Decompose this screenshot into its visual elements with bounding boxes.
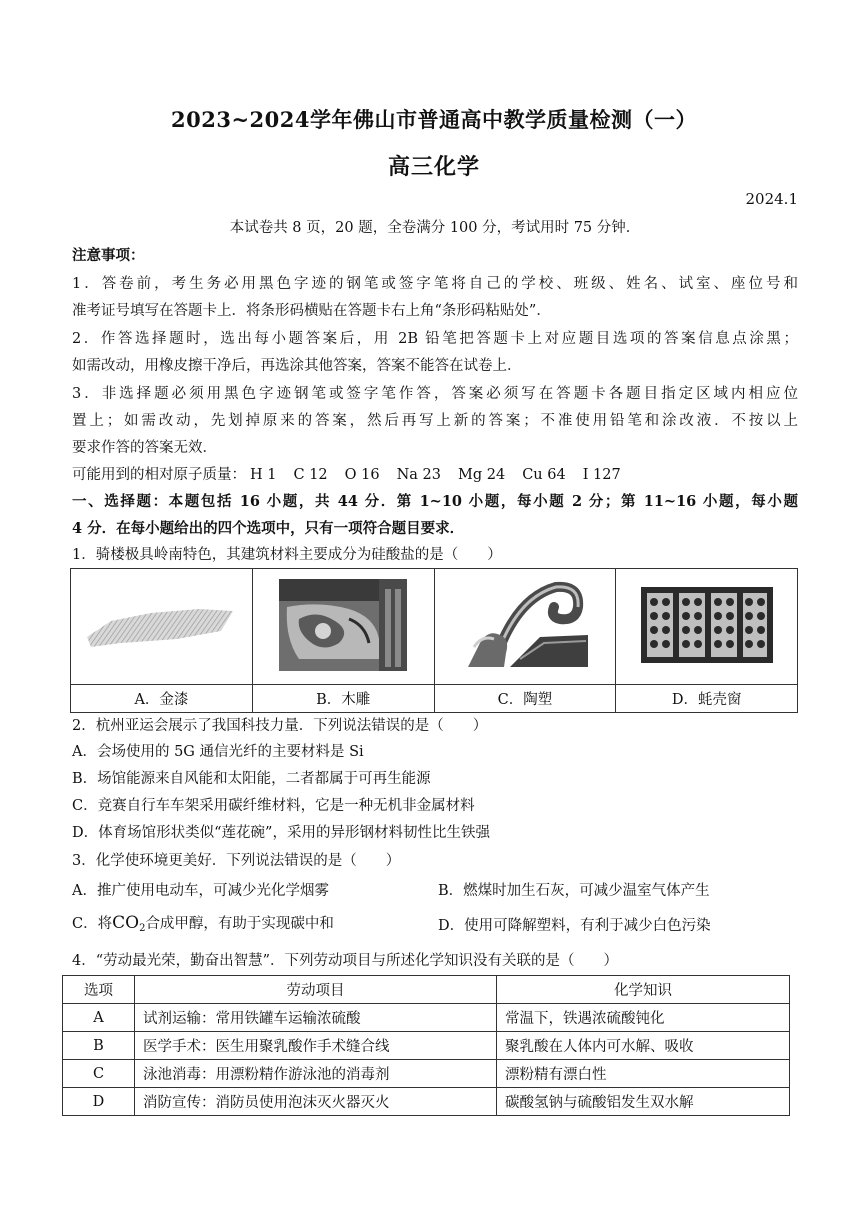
q1-image-c-cell <box>434 569 616 685</box>
notice-item-1-line-2: 准考证号填写在答题卡上．将条形码横贴在答题卡右上角“条形码粘贴处”． <box>72 303 551 319</box>
q4-header-option: 选项 <box>63 976 135 1004</box>
q1-option-b: B．木雕 <box>252 685 434 713</box>
ceramic-sculpture-image <box>460 577 590 673</box>
q1-option-c: C．陶塑 <box>434 685 616 713</box>
q3-stem: 3．化学使环境更美好．下列说法错误的是（ ） <box>72 853 401 869</box>
q2-stem: 2．杭州亚运会展示了我国科技力量．下列说法错误的是（ ） <box>72 718 488 734</box>
notice-item-3-line-2: 置上；如需改动，先划掉原来的答案，然后再写上新的答案；不准使用铅笔和涂改液．不按以上 <box>72 413 798 429</box>
mass-i: I 127 <box>582 467 621 483</box>
q1-image-b-cell <box>252 569 434 685</box>
exam-intro: 本试卷共 8 页，20 题，全卷满分 100 分，考试用时 75 分钟． <box>229 220 641 236</box>
q1-option-d: D．蚝壳窗 <box>616 685 798 713</box>
mass-mg: Mg 24 <box>458 467 506 483</box>
notice-item-2-line-2: 如需改动，用橡皮擦干净后，再选涂其他答案，答案不能答在试卷上． <box>72 358 522 374</box>
q3-option-d: D．使用可降解塑料，有利于减少白色污染 <box>438 918 711 934</box>
exam-title: 2023~2024学年佛山市普通高中教学质量检测（一） <box>171 107 697 132</box>
q1-stem: 1．骑楼极具岭南特色，其建筑材料主要成分为硅酸盐的是（ ） <box>72 547 502 563</box>
atomic-masses-label: 可能用到的相对原子质量： <box>72 467 246 483</box>
q4-header-knowledge: 化学知识 <box>497 976 790 1004</box>
q1-image-table <box>70 568 798 713</box>
section-1-heading-line-2: 4 分．在每小题给出的四个选项中，只有一项符合题目要求． <box>72 520 465 537</box>
notice-item-3-line-3: 要求作答的答案无效． <box>72 440 217 456</box>
notice-item-2-line-1: 2．作答选择题时，选出每小题答案后，用 2B 铅笔把答题卡上对应题目选项的答案信息点涂黑； <box>72 331 798 347</box>
q2-option-c: C．竞赛自行车车架采用碳纤维材料，它是一种无机非金属材料 <box>72 798 475 814</box>
mass-na: Na 23 <box>396 467 441 483</box>
q2-option-d: D．体育场馆形状类似“莲花碗”，采用的异形钢材料韧性比生铁强 <box>72 825 490 841</box>
table-row: B 医学手术：医生用聚乳酸作手术缝合线 聚乳酸在人体内可水解、吸收 <box>63 1032 790 1060</box>
q4-stem: 4．“劳动最光荣，勤奋出智慧”．下列劳动项目与所述化学知识没有关联的是（ ） <box>72 953 619 969</box>
q4-table-header <box>63 976 790 1004</box>
q4-table <box>62 975 790 1116</box>
notice-heading: 注意事项： <box>72 247 145 264</box>
exam-date: 2024.1 <box>745 190 798 208</box>
mass-cu: Cu 64 <box>522 467 566 483</box>
q4-header-labor: 劳动项目 <box>135 976 497 1004</box>
notice-item-3-line-1: 3．非选择题必须用黑色字迹钢笔或签字笔作答，答案必须写在答题卡各题目指定区域内相应位 <box>72 386 798 402</box>
q1-image-d-cell <box>616 569 798 685</box>
mass-c: C 12 <box>293 467 328 483</box>
wood-carving-image <box>279 579 407 671</box>
q2-option-b: B．场馆能源来自风能和太阳能，二者都属于可再生能源 <box>72 771 431 787</box>
mass-h: H 1 <box>250 467 277 483</box>
gold-lacquer-image <box>81 595 241 655</box>
q2-option-a: A．会场使用的 5G 通信光纤的主要材料是 Si <box>72 744 364 760</box>
table-row: D 消防宣传：消防员使用泡沫灭火器灭火 碳酸氢钠与硫酸铝发生双水解 <box>63 1088 790 1116</box>
section-1-heading-line-1: 一、选择题：本题包括 16 小题，共 44 分．第 1~10 小题，每小题 2 分；第 11~16 小题，每小题 <box>72 493 798 510</box>
oyster-shell-window-image <box>641 587 773 663</box>
co2-formula: CO <box>112 913 140 933</box>
atomic-masses <box>72 465 798 485</box>
q3-option-c: C．将$CO_2$合成甲醇，有助于实现碳中和 <box>72 913 334 934</box>
notice-item-1-line-1: 1．答卷前，考生务必用黑色字迹的钢笔或签字笔将自己的学校、班级、姓名、试室、座位号和 <box>72 276 798 292</box>
co2-subscript: 2 <box>139 923 146 934</box>
q1-option-a: A．金漆 <box>71 685 253 713</box>
q3-option-a: A．推广使用电动车，可减少光化学烟雾 <box>72 883 329 899</box>
mass-o: O 16 <box>344 467 380 483</box>
q3-option-b: B．燃煤时加生石灰，可减少温室气体产生 <box>438 883 710 899</box>
q1-image-a-cell <box>71 569 253 685</box>
table-row: A 试剂运输：常用铁罐车运输浓硫酸 常温下，铁遇浓硫酸钝化 <box>63 1004 790 1032</box>
table-row: C 泳池消毒：用漂粉精作游泳池的消毒剂 漂粉精有漂白性 <box>63 1060 790 1088</box>
exam-subject: 高三化学 <box>387 154 480 180</box>
